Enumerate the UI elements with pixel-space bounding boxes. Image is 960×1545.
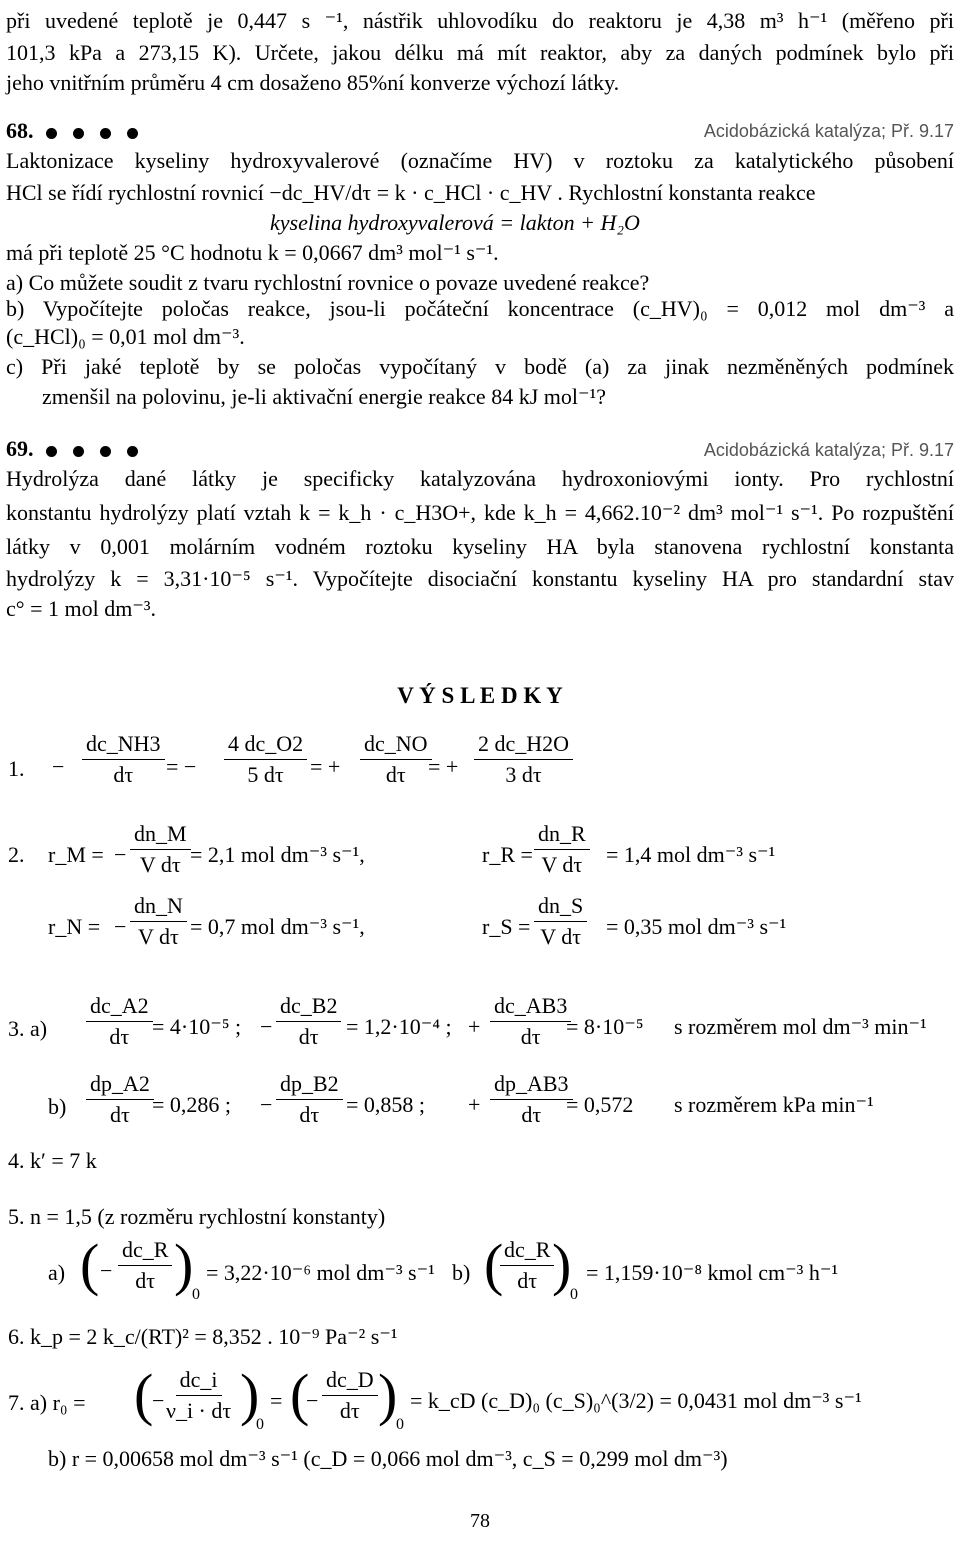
result-7a-rest: = k_cD (c_D)₀ (c_S)₀^(3/2) = 0,0431 mol dm⁻³ s⁻¹ <box>410 1388 862 1413</box>
fraction-dpab3: $\frac{dp\_AB3}{d\tau}$ <box>490 1072 573 1127</box>
paren-close: ) <box>240 1362 260 1427</box>
value-pb2: = 0,858 ; <box>346 1092 426 1117</box>
value-5b: = 1,159·10⁻⁸ kmol cm⁻³ h⁻¹ <box>586 1260 839 1285</box>
minus-sign: − <box>260 1014 273 1039</box>
result-6: 6. k_p = 2 k_c/(RT)² = 8,352 . 10⁻⁹ Pa⁻² s⁻¹ <box>8 1324 398 1349</box>
result-5a-label: a) <box>48 1260 66 1285</box>
intro-line-2: 101,3 kPa a 273,15 K). Určete, jakou délku má mít reaktor, aby za daných podmínek bylo při <box>6 40 954 65</box>
equals-sign: = <box>270 1388 283 1413</box>
rate-s-value: = 0,35 mol dm⁻³ s⁻¹ <box>606 914 787 939</box>
minus-sign: − <box>52 754 65 779</box>
fraction-nh3: $\frac{dc\_NH3}{d\tau}$ <box>82 732 165 787</box>
paren-open: ( <box>290 1362 310 1427</box>
p69-line-1: Hydrolýza dané látky je specificky katalyzována hydroxoniovými ionty. Pro rychlostní <box>6 466 954 491</box>
result-1-label: 1. <box>8 756 25 781</box>
paren-open: ( <box>134 1362 154 1427</box>
fraction-h2o: $\frac{2 dc\_H2O}{3 d\tau}$ <box>474 732 573 787</box>
fraction-no: $\frac{dc\_NO}{d\tau}$ <box>360 732 432 787</box>
p68-line-2: HCl se řídí rychlostní rovnicí −dc_HV/dτ = k · c_HCl · c_HV . Rychlostní konstanta reakce <box>6 180 816 205</box>
p68-reaction: kyselina hydroxyvalerová = lakton + H₂O <box>270 210 640 235</box>
rate-m-lhs: r_M = <box>48 842 104 867</box>
paren-close: ) <box>552 1232 572 1297</box>
difficulty-dots <box>46 126 154 144</box>
value-ab3: = 8·10⁻⁵ <box>566 1014 644 1039</box>
equals-sign: = − <box>166 754 197 779</box>
p68-line-4: má při teplotě 25 °C hodnotu k = 0,0667 dm³ mol⁻¹ s⁻¹. <box>6 240 499 265</box>
fraction-dnr: $\frac{dn\_R}{\text{V dτ}}$ <box>534 822 590 877</box>
fraction-dci: $\frac{dc\_i}{\nu\_i \cdot d\tau}$ <box>166 1367 232 1423</box>
rate-n-value: = 0,7 mol dm⁻³ s⁻¹, <box>190 914 365 939</box>
value-pa2: = 0,286 ; <box>152 1092 232 1117</box>
fraction-o2: $\frac{4 dc\_O2}{5 d\tau}$ <box>224 732 307 787</box>
minus-sign: − <box>100 1258 113 1283</box>
p68-question-c-2: zmenšil na polovinu, je-li aktivační energie reakce 84 kJ mol⁻¹? <box>42 384 606 409</box>
subscript-0: 0 <box>256 1416 264 1433</box>
subscript-0: 0 <box>396 1416 404 1433</box>
fraction-dpb2: $\frac{dp\_B2}{d\tau}$ <box>276 1072 343 1127</box>
result-7b: b) r = 0,00658 mol dm⁻³ s⁻¹ (c_D = 0,066 mol dm⁻³, c_S = 0,299 mol dm⁻³) <box>48 1446 728 1471</box>
minus-sign: − <box>306 1388 319 1413</box>
fraction-dca2: $\frac{dc\_A2}{d\tau}$ <box>86 994 153 1049</box>
minus-sign: − <box>260 1092 273 1117</box>
minus-sign: − <box>152 1388 165 1413</box>
fraction-dns: $\frac{dn\_S}{\text{V dτ}}$ <box>534 894 587 949</box>
plus-sign: + <box>468 1014 481 1039</box>
p68-line-1: Laktonizace kyseliny hydroxyvalerové (označíme HV) v roztoku za katalytického působení <box>6 148 954 173</box>
problem-68-tag: Acidobázická katalýza; Př. 9.17 <box>703 121 954 141</box>
unit-a: s rozměrem mol dm⁻³ min⁻¹ <box>674 1014 927 1039</box>
paren-close: ) <box>174 1232 194 1297</box>
intro-line-3: jeho vnitřním průměru 4 cm dosaženo 85%ní konverze výchozí látky. <box>6 70 620 95</box>
rate-m-value: = 2,1 mol dm⁻³ s⁻¹, <box>190 842 365 867</box>
fraction-dnn: $\frac{dn\_N}{\text{V dτ}}$ <box>130 894 187 949</box>
result-5b-label: b) <box>452 1260 471 1285</box>
fraction-dnm: $\frac{dn\_M}{\text{V dτ}}$ <box>130 822 191 877</box>
rate-n-lhs: r_N = <box>48 914 101 939</box>
fraction-dpa2: $\frac{dp\_A2}{d\tau}$ <box>86 1072 154 1127</box>
value-b2: = 1,2·10⁻⁴ ; <box>346 1014 452 1039</box>
rate-r-lhs: r_R = <box>482 842 533 867</box>
minus-sign: − <box>114 842 127 867</box>
rate-r-value: = 1,4 mol dm⁻³ s⁻¹ <box>606 842 776 867</box>
plus-sign: + <box>468 1092 481 1117</box>
paren-open: ( <box>484 1232 504 1297</box>
result-7a-label: 7. a) r₀ = <box>8 1390 86 1415</box>
p68-question-c-1: c) Při jaké teplotě by se poločas vypočítaný v bodě (a) za jinak nezměněných podmínek <box>6 354 954 379</box>
result-2-label: 2. <box>8 842 25 867</box>
difficulty-dots <box>46 444 154 462</box>
p69-line-4: hydrolýzy k = 3,31·10⁻⁵ s⁻¹. Vypočítejte disociační konstantu kyseliny HA pro standardní stav <box>6 566 954 591</box>
fraction-dcab3: $\frac{dc\_AB3}{d\tau}$ <box>490 994 571 1049</box>
paren-close: ) <box>378 1362 398 1427</box>
unit-b: s rozměrem kPa min⁻¹ <box>674 1092 874 1117</box>
fraction-5b: $\frac{dc\_R}{d\tau}$ <box>500 1238 554 1293</box>
equals-sign: = + <box>310 754 341 779</box>
p68-question-b-2: (c_HCl)₀ = 0,01 mol dm⁻³. <box>6 324 245 349</box>
p69-line-3: látky v 0,001 molárním vodném roztoku kyseliny HA byla stanovena rychlostní konstanta <box>6 534 954 559</box>
intro-line-1: při uvedené teplotě je 0,447 s ⁻¹, nástřik uhlovodíku do reaktoru je 4,38 m³ h⁻¹ (měřeno při <box>6 8 954 33</box>
value-a2: = 4·10⁻⁵ ; <box>152 1014 242 1039</box>
problem-69-number: 69. <box>6 436 34 461</box>
result-5-line: 5. n = 1,5 (z rozměru rychlostní konstanty) <box>8 1204 386 1229</box>
p69-line-5: c° = 1 mol dm⁻³. <box>6 596 157 621</box>
p68-question-a: a) Co můžete soudit z tvaru rychlostní rovnice o povaze uvedené reakce? <box>6 270 650 295</box>
subscript-0: 0 <box>192 1286 200 1303</box>
minus-sign: − <box>114 914 127 939</box>
result-3b-label: b) <box>48 1094 67 1119</box>
equals-sign: = + <box>428 754 459 779</box>
fraction-5a: $\frac{dc\_R}{d\tau}$ <box>118 1238 172 1293</box>
p68-question-b-1: b) Vypočítejte poločas reakce, jsou-li počáteční koncentrace (c_HV)₀ = 0,012 mol dm⁻³ a <box>6 296 954 321</box>
problem-69-tag: Acidobázická katalýza; Př. 9.17 <box>703 440 954 460</box>
p69-line-2: konstantu hydrolýzy platí vztah k = k_h · c_H3O+, kde k_h = 4,662.10⁻² dm³ mol⁻¹ s⁻¹. Po rozpuštění <box>6 500 954 525</box>
value-5a: = 3,22·10⁻⁶ mol dm⁻³ s⁻¹ <box>206 1260 435 1285</box>
subscript-0: 0 <box>570 1286 578 1303</box>
problem-68-number: 68. <box>6 118 34 143</box>
page-number: 78 <box>470 1510 490 1532</box>
value-pab3: = 0,572 <box>566 1092 634 1117</box>
result-4: 4. k′ = 7 k <box>8 1148 97 1173</box>
rate-s-lhs: r_S = <box>482 914 531 939</box>
fraction-dcb2: $\frac{dc\_B2}{d\tau}$ <box>276 994 341 1049</box>
result-3-label: 3. a) <box>8 1016 48 1041</box>
fraction-dcd: $\frac{dc\_D}{d\tau}$ <box>322 1368 378 1423</box>
paren-open: ( <box>80 1232 100 1297</box>
results-heading: V Ý S L E D K Y <box>397 683 563 708</box>
